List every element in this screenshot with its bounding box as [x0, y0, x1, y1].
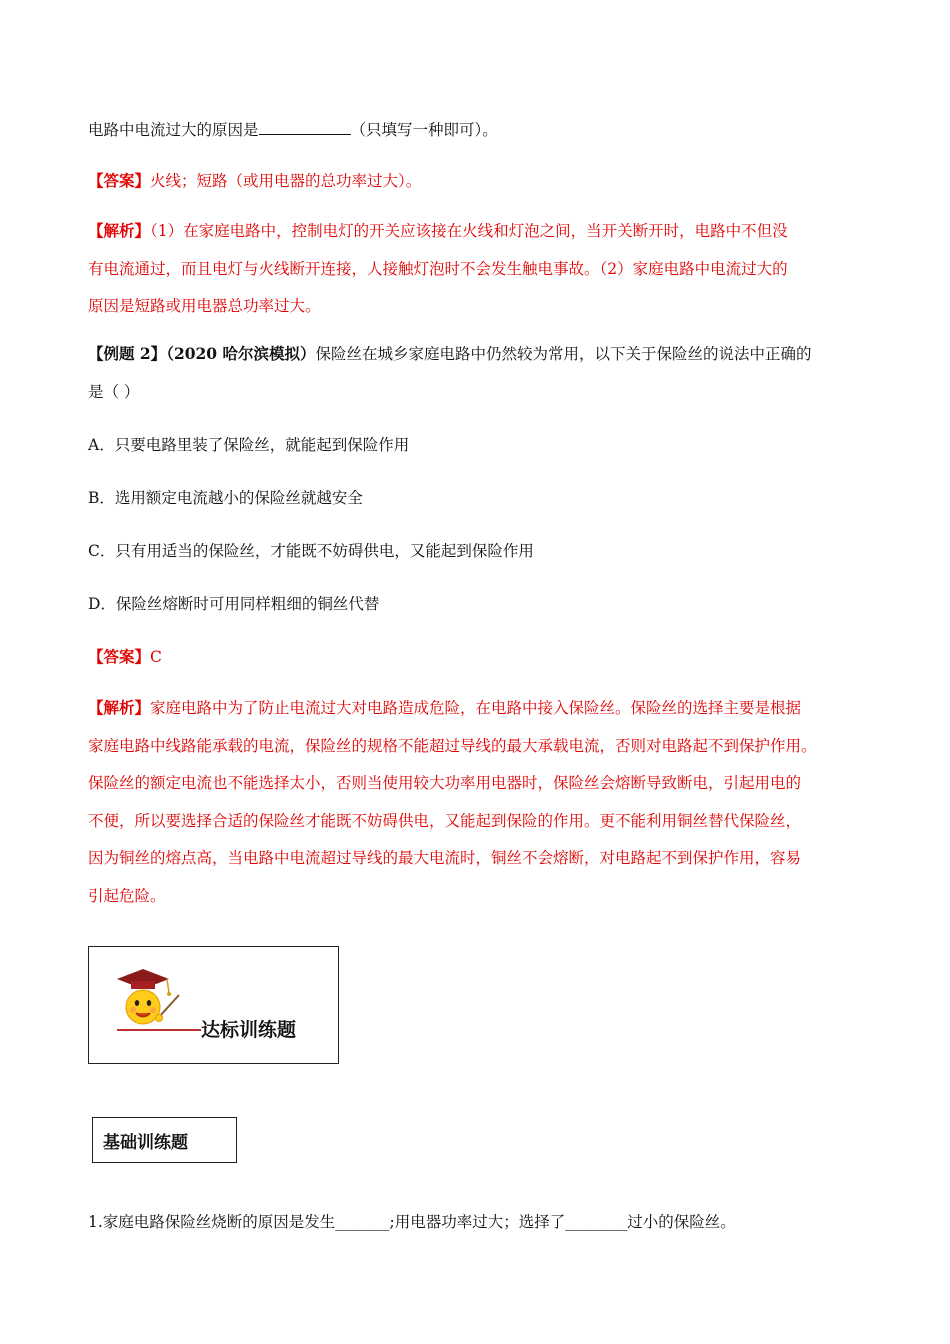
analysis-line: 因为铜丝的熔点高，当电路中电流超过导线的最大电流时，铜丝不会熔断，对电路起不到保护作用，容易	[88, 849, 802, 868]
answer-tag: 【答案】	[88, 171, 151, 190]
analysis-line: 【解析】（1）在家庭电路中，控制电灯的开关应该接在火线和灯泡之间，当开关断开时，电路中不但没	[88, 221, 788, 240]
question-tail	[88, 118, 498, 140]
answer-blank	[259, 118, 351, 135]
example-2-stem	[88, 344, 812, 364]
training-banner	[88, 946, 339, 1064]
answer-blank: _______	[335, 1213, 390, 1231]
example-2-stem-cont: 是（ ）	[88, 383, 140, 401]
answer-2	[88, 647, 162, 667]
example-tag: 【例题 2】	[88, 344, 167, 363]
banner-title: 达标训练题	[201, 1019, 297, 1041]
analysis-1	[88, 212, 866, 326]
analysis-line: 不便，所以要选择合适的保险丝才能既不妨碍供电，又能起到保险的作用。更不能利用铜丝替代保险丝，	[88, 811, 802, 830]
question-text-before: 电路中电流过大的原因是	[88, 121, 259, 139]
section-heading-box	[92, 1117, 237, 1163]
analysis-2	[88, 689, 866, 916]
answer-text: 火线；短路（或用电器的总功率过大）。	[150, 172, 422, 190]
analysis-line: 引起危险。	[88, 886, 166, 905]
answer-text: C	[150, 648, 162, 666]
banner-divider	[117, 1029, 201, 1031]
answer-blank: ________	[565, 1213, 628, 1231]
answer-1	[88, 171, 421, 191]
analysis-line: 有电流通过，而且电灯与火线断开连接，人接触灯泡时不会发生触电事故。（2）家庭电路中电流过大的	[88, 259, 788, 278]
option-d: D．保险丝熔断时可用同样粗细的铜丝代替	[88, 595, 380, 613]
question-text-after: （只填写一种即可）。	[350, 121, 498, 139]
analysis-line: 家庭电路中线路能承载的电流，保险丝的规格不能超过导线的最大承载电流，否则对电路起不到保护作用。	[88, 736, 817, 755]
analysis-tag: 【解析】	[88, 221, 151, 240]
analysis-line: 保险丝的额定电流也不能选择太小，否则当使用较大功率用电器时，保险丝会熔断导致断电，引起用电的	[88, 774, 802, 793]
analysis-line: 【解析】家庭电路中为了防止电流过大对电路造成危险，在电路中接入保险丝。保险丝的选择主要是根据	[88, 698, 802, 717]
answer-tag: 【答案】	[88, 647, 151, 666]
example-stem: 保险丝在城乡家庭电路中仍然较为常用，以下关于保险丝的说法中正确的	[315, 345, 812, 363]
analysis-line: 原因是短路或用电器总功率过大。	[88, 297, 321, 316]
basic-question-1: 1.家庭电路保险丝烧断的原因是发生_______;用电器功率过大；选择了________过小的保险丝。	[88, 1213, 736, 1231]
option-a: A．只要电路里装了保险丝，就能起到保险作用	[88, 436, 410, 454]
analysis-tag: 【解析】	[88, 698, 151, 717]
option-b: B．选用额定电流越小的保险丝就越安全	[88, 489, 363, 507]
section-title: 基础训练题	[103, 1133, 188, 1153]
example-source: （2020 哈尔滨模拟）	[166, 344, 316, 363]
graduate-mascot-icon	[109, 965, 189, 1035]
option-c: C．只有用适当的保险丝，才能既不妨碍供电，又能起到保险作用	[88, 542, 534, 560]
